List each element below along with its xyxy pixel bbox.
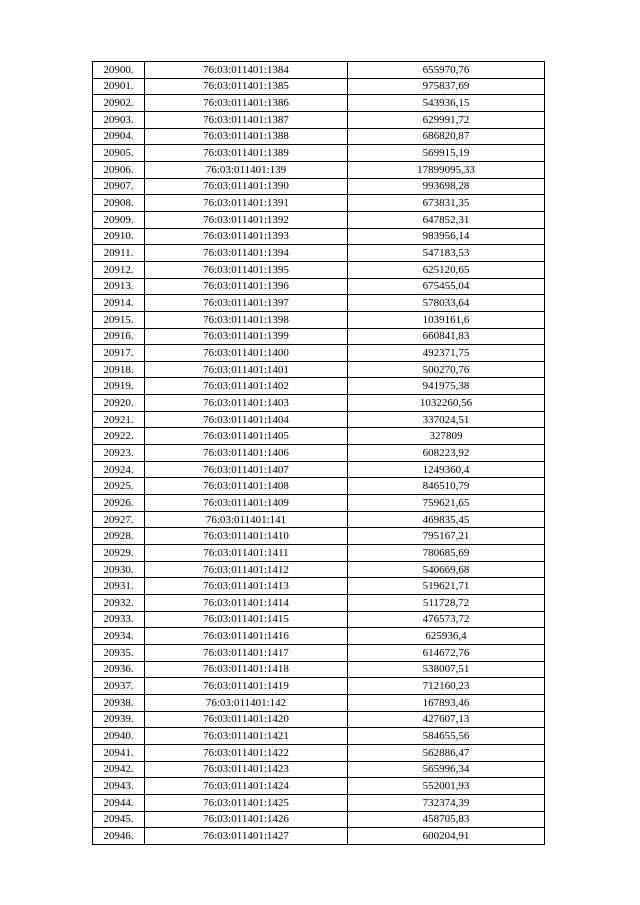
- value-cell: 983956,14: [348, 228, 545, 245]
- row-number-cell: 20905.: [93, 145, 145, 162]
- table-row: [93, 261, 545, 278]
- table-row: [93, 511, 545, 528]
- value-cell: 167893,46: [348, 694, 545, 711]
- value-cell: 759621,65: [348, 495, 545, 512]
- row-number-cell: 20944.: [93, 794, 145, 811]
- value-cell: 686820,87: [348, 128, 545, 145]
- cadastral-number-cell: 76:03:011401:1412: [145, 561, 348, 578]
- table-row: [93, 744, 545, 761]
- table-row: [93, 161, 545, 178]
- table-row: [93, 111, 545, 128]
- table-row: [93, 178, 545, 195]
- row-number-cell: 20940.: [93, 728, 145, 745]
- cadastral-number-cell: 76:03:011401:1414: [145, 595, 348, 612]
- cadastral-number-cell: 76:03:011401:1416: [145, 628, 348, 645]
- row-number-cell: 20901.: [93, 78, 145, 95]
- row-number-cell: 20932.: [93, 595, 145, 612]
- table-row: [93, 211, 545, 228]
- table-row: [93, 728, 545, 745]
- value-cell: 732374,39: [348, 794, 545, 811]
- row-number-cell: 20913.: [93, 278, 145, 295]
- row-number-cell: 20938.: [93, 694, 145, 711]
- table-row: [93, 378, 545, 395]
- row-number-cell: 20931.: [93, 578, 145, 595]
- table-row: [93, 611, 545, 628]
- cadastral-number-cell: 76:03:011401:1402: [145, 378, 348, 395]
- row-number-cell: 20903.: [93, 111, 145, 128]
- table-row: [93, 694, 545, 711]
- cadastral-number-cell: 76:03:011401:1389: [145, 145, 348, 162]
- table-row: [93, 278, 545, 295]
- row-number-cell: 20928.: [93, 528, 145, 545]
- value-cell: 625936,4: [348, 628, 545, 645]
- cadastral-number-cell: 76:03:011401:1393: [145, 228, 348, 245]
- value-cell: 511728,72: [348, 595, 545, 612]
- row-number-cell: 20921.: [93, 411, 145, 428]
- cadastral-number-cell: 76:03:011401:1387: [145, 111, 348, 128]
- value-cell: 562886,47: [348, 744, 545, 761]
- cadastral-number-cell: 76:03:011401:1420: [145, 711, 348, 728]
- row-number-cell: 20918.: [93, 361, 145, 378]
- cadastral-number-cell: 76:03:011401:1410: [145, 528, 348, 545]
- table-row: [93, 428, 545, 445]
- cadastral-number-cell: 76:03:011401:1392: [145, 211, 348, 228]
- value-cell: 458705,83: [348, 811, 545, 828]
- table-row: [93, 778, 545, 795]
- value-cell: 608223,92: [348, 445, 545, 462]
- value-cell: 427607,13: [348, 711, 545, 728]
- value-cell: 846510,79: [348, 478, 545, 495]
- value-cell: 660841,83: [348, 328, 545, 345]
- value-cell: 614672,76: [348, 644, 545, 661]
- cadastral-number-cell: 76:03:011401:1384: [145, 62, 348, 79]
- row-number-cell: 20929.: [93, 545, 145, 562]
- value-cell: 552001,93: [348, 778, 545, 795]
- row-number-cell: 20906.: [93, 161, 145, 178]
- cadastral-number-cell: 76:03:011401:1421: [145, 728, 348, 745]
- value-cell: 519621,71: [348, 578, 545, 595]
- row-number-cell: 20904.: [93, 128, 145, 145]
- row-number-cell: 20927.: [93, 511, 145, 528]
- row-number-cell: 20916.: [93, 328, 145, 345]
- cadastral-number-cell: 76:03:011401:1419: [145, 678, 348, 695]
- value-cell: 565996,34: [348, 761, 545, 778]
- row-number-cell: 20914.: [93, 295, 145, 312]
- row-number-cell: 20910.: [93, 228, 145, 245]
- cadastral-number-cell: 76:03:011401:1406: [145, 445, 348, 462]
- table-row: [93, 311, 545, 328]
- table-row: [93, 644, 545, 661]
- row-number-cell: 20935.: [93, 644, 145, 661]
- cadastral-number-cell: 76:03:011401:1388: [145, 128, 348, 145]
- cadastral-number-cell: 76:03:011401:139: [145, 161, 348, 178]
- table-row: [93, 245, 545, 262]
- cadastral-number-cell: 76:03:011401:1399: [145, 328, 348, 345]
- row-number-cell: 20912.: [93, 261, 145, 278]
- value-cell: 500270,76: [348, 361, 545, 378]
- table-row: [93, 528, 545, 545]
- value-cell: 547183,53: [348, 245, 545, 262]
- row-number-cell: 20924.: [93, 461, 145, 478]
- value-cell: 625120,65: [348, 261, 545, 278]
- table-row: [93, 345, 545, 362]
- cadastral-number-cell: 76:03:011401:1398: [145, 311, 348, 328]
- table-row: [93, 62, 545, 79]
- table-row: [93, 794, 545, 811]
- table-row: [93, 545, 545, 562]
- row-number-cell: 20933.: [93, 611, 145, 628]
- table-row: [93, 395, 545, 412]
- row-number-cell: 20922.: [93, 428, 145, 445]
- table-row: [93, 578, 545, 595]
- value-cell: 655970,76: [348, 62, 545, 79]
- row-number-cell: 20937.: [93, 678, 145, 695]
- value-cell: 469835,45: [348, 511, 545, 528]
- cadastral-number-cell: 76:03:011401:1426: [145, 811, 348, 828]
- cadastral-number-cell: 76:03:011401:1404: [145, 411, 348, 428]
- cadastral-number-cell: 76:03:011401:1418: [145, 661, 348, 678]
- value-cell: 1249360,4: [348, 461, 545, 478]
- table-row: [93, 295, 545, 312]
- row-number-cell: 20930.: [93, 561, 145, 578]
- value-cell: 327809: [348, 428, 545, 445]
- row-number-cell: 20941.: [93, 744, 145, 761]
- table-row: [93, 95, 545, 112]
- cadastral-number-cell: 76:03:011401:1417: [145, 644, 348, 661]
- table-row: [93, 195, 545, 212]
- cadastral-number-cell: 76:03:011401:1425: [145, 794, 348, 811]
- value-cell: 337024,51: [348, 411, 545, 428]
- table-row: [93, 478, 545, 495]
- cadastral-number-cell: 76:03:011401:1411: [145, 545, 348, 562]
- row-number-cell: 20920.: [93, 395, 145, 412]
- cadastral-number-cell: 76:03:011401:1405: [145, 428, 348, 445]
- table-row: [93, 361, 545, 378]
- cadastral-number-cell: 76:03:011401:1400: [145, 345, 348, 362]
- row-number-cell: 20942.: [93, 761, 145, 778]
- row-number-cell: 20900.: [93, 62, 145, 79]
- value-cell: 1039161,6: [348, 311, 545, 328]
- table-row: [93, 328, 545, 345]
- value-cell: 540669,68: [348, 561, 545, 578]
- row-number-cell: 20926.: [93, 495, 145, 512]
- value-cell: 712160,23: [348, 678, 545, 695]
- value-cell: 543936,15: [348, 95, 545, 112]
- row-number-cell: 20908.: [93, 195, 145, 212]
- document-page: [92, 61, 544, 845]
- cadastral-number-cell: 76:03:011401:1423: [145, 761, 348, 778]
- cadastral-number-cell: 76:03:011401:1422: [145, 744, 348, 761]
- table-row: [93, 228, 545, 245]
- value-cell: 673831,35: [348, 195, 545, 212]
- row-number-cell: 20902.: [93, 95, 145, 112]
- value-cell: 975837,69: [348, 78, 545, 95]
- row-number-cell: 20917.: [93, 345, 145, 362]
- value-cell: 941975,38: [348, 378, 545, 395]
- table-row: [93, 78, 545, 95]
- value-cell: 578033,64: [348, 295, 545, 312]
- table-row: [93, 761, 545, 778]
- value-cell: 629991,72: [348, 111, 545, 128]
- value-cell: 675455,04: [348, 278, 545, 295]
- row-number-cell: 20936.: [93, 661, 145, 678]
- table-row: [93, 678, 545, 695]
- cadastral-number-cell: 76:03:011401:1407: [145, 461, 348, 478]
- value-cell: 795167,21: [348, 528, 545, 545]
- table-row: [93, 561, 545, 578]
- table-row: [93, 811, 545, 828]
- cadastral-number-cell: 76:03:011401:1401: [145, 361, 348, 378]
- value-cell: 476573,72: [348, 611, 545, 628]
- table-body: [93, 62, 545, 845]
- row-number-cell: 20923.: [93, 445, 145, 462]
- cadastral-number-cell: 76:03:011401:1394: [145, 245, 348, 262]
- value-cell: 569915,19: [348, 145, 545, 162]
- row-number-cell: 20907.: [93, 178, 145, 195]
- table-row: [93, 661, 545, 678]
- cadastral-number-cell: 76:03:011401:142: [145, 694, 348, 711]
- cadastral-number-cell: 76:03:011401:1427: [145, 828, 348, 845]
- row-number-cell: 20945.: [93, 811, 145, 828]
- table-row: [93, 828, 545, 845]
- row-number-cell: 20946.: [93, 828, 145, 845]
- cadastral-number-cell: 76:03:011401:1413: [145, 578, 348, 595]
- value-cell: 780685,69: [348, 545, 545, 562]
- table-row: [93, 128, 545, 145]
- row-number-cell: 20943.: [93, 778, 145, 795]
- cadastral-number-cell: 76:03:011401:1386: [145, 95, 348, 112]
- cadastral-number-cell: 76:03:011401:1391: [145, 195, 348, 212]
- row-number-cell: 20909.: [93, 211, 145, 228]
- cadastral-number-cell: 76:03:011401:1385: [145, 78, 348, 95]
- value-cell: 492371,75: [348, 345, 545, 362]
- row-number-cell: 20915.: [93, 311, 145, 328]
- table-row: [93, 445, 545, 462]
- cadastral-value-table: [92, 61, 545, 845]
- table-row: [93, 495, 545, 512]
- table-row: [93, 628, 545, 645]
- cadastral-number-cell: 76:03:011401:1397: [145, 295, 348, 312]
- cadastral-number-cell: 76:03:011401:1395: [145, 261, 348, 278]
- cadastral-number-cell: 76:03:011401:1415: [145, 611, 348, 628]
- value-cell: 538007,51: [348, 661, 545, 678]
- value-cell: 647852,31: [348, 211, 545, 228]
- row-number-cell: 20925.: [93, 478, 145, 495]
- value-cell: 1032260,56: [348, 395, 545, 412]
- cadastral-number-cell: 76:03:011401:1408: [145, 478, 348, 495]
- cadastral-number-cell: 76:03:011401:1390: [145, 178, 348, 195]
- value-cell: 600204,91: [348, 828, 545, 845]
- row-number-cell: 20934.: [93, 628, 145, 645]
- value-cell: 993698,28: [348, 178, 545, 195]
- table-row: [93, 595, 545, 612]
- cadastral-number-cell: 76:03:011401:1396: [145, 278, 348, 295]
- cadastral-number-cell: 76:03:011401:141: [145, 511, 348, 528]
- table-row: [93, 461, 545, 478]
- cadastral-number-cell: 76:03:011401:1409: [145, 495, 348, 512]
- row-number-cell: 20919.: [93, 378, 145, 395]
- cadastral-number-cell: 76:03:011401:1424: [145, 778, 348, 795]
- row-number-cell: 20939.: [93, 711, 145, 728]
- table-row: [93, 711, 545, 728]
- table-row: [93, 145, 545, 162]
- value-cell: 17899095,33: [348, 161, 545, 178]
- cadastral-number-cell: 76:03:011401:1403: [145, 395, 348, 412]
- table-row: [93, 411, 545, 428]
- value-cell: 584655,56: [348, 728, 545, 745]
- row-number-cell: 20911.: [93, 245, 145, 262]
